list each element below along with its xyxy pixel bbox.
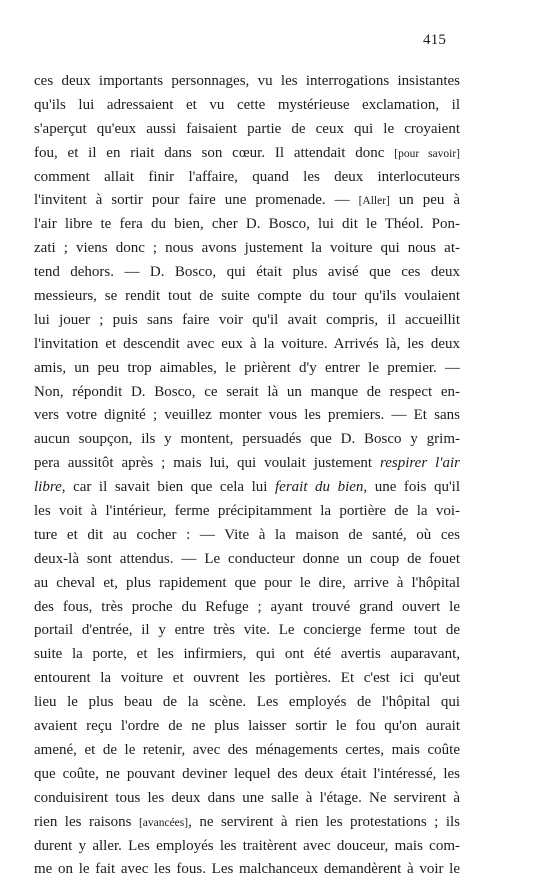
text-run: entourent la voiture et ouvrent les portières. Et c'est ici qu'eut [34,670,460,687]
text-line [34,500,460,524]
text-line [34,118,460,142]
text-line [34,548,460,572]
text-line [34,70,460,94]
text-line [34,452,460,476]
text-line [34,811,460,835]
italic-phrase: libre [34,479,62,496]
text-run: rien les raisons [34,813,139,830]
text-line [34,428,460,452]
body-text [34,70,460,882]
text-line [34,524,460,548]
text-line [34,667,460,691]
text-line [34,381,460,405]
text-run: zati ; viens donc ; nous avons justement la voiture qui nous at- [34,240,460,257]
text-run: un peu à [389,192,460,209]
text-run: deux-là sont attendus. — Le conducteur donne un coup de fouet [34,550,460,567]
text-run: au cheval et, plus rapidement que pour le dire, arrive à l'hôpital [34,574,460,591]
text-line [34,142,460,166]
text-line [34,858,460,882]
text-run: , car il savait bien que cela lui [61,479,275,496]
text-line [34,166,460,190]
text-line [34,189,460,213]
text-line [34,572,460,596]
text-run: messieurs, se rendit tout de suite compte du tour qu'ils voulaient [34,288,460,305]
text-run: lui jouer ; puis sans faire voir qu'il avait compris, il accueillit [34,311,460,328]
text-line [34,333,460,357]
italic-phrase: respirer l'air [379,455,460,472]
text-line [34,763,460,787]
bracketed-insert: [avancées] [138,816,189,829]
page-number: 415 [423,32,447,48]
text-run: les voit à l'intérieur, ferme précipitamment la portière de la voi- [34,503,460,520]
text-line [34,739,460,763]
text-run: pera aussitôt après ; mais lui, qui voulait justement [34,455,380,472]
text-run: aucun soupçon, ils y montent, persuadés que D. Bosco y grim- [34,431,460,448]
text-run: tend dehors. — D. Bosco, qui était plus avisé que ces deux [34,264,460,281]
text-run: Non, répondit D. Bosco, ce serait là un manque de respect en- [34,383,460,400]
text-line [34,715,460,739]
text-line [34,404,460,428]
text-line [34,619,460,643]
text-run: des fous, très proche du Refuge ; ayant trouvé grand ouvert le [34,598,460,615]
italic-phrase: ferait du bien [275,479,364,496]
text-line [34,357,460,381]
text-line [34,835,460,859]
text-run: ture et dit au cocher : — Vite à la maison de santé, où ces [34,526,460,543]
bracketed-insert: [Aller] [358,195,390,208]
text-line [34,476,460,500]
text-run: me on le fait avec les fous. Les malchanceux demandèrent à voir le [34,861,460,878]
text-run: amené, et de le retenir, avec des ménagements certes, mais coûte [34,741,460,758]
text-run: fou, et il en riait dans son cœur. Il attendait donc [34,144,395,161]
text-run: l'invitation et descendit avec eux à la voiture. Arrivés là, les deux [34,335,460,352]
text-line [34,309,460,333]
text-run: qu'ils lui adressaient et vu cette mystérieuse exclamation, il [34,96,460,113]
text-run: que coûte, ne pouvant deviner lequel des deux était l'intéressé, les [34,765,460,782]
text-run: s'aperçut qu'eux aussi faisaient partie de ceux qui le croyaient [34,120,460,137]
text-line [34,285,460,309]
text-run: ces deux importants personnages, vu les interrogations insistantes [34,73,460,89]
text-run: portail d'entrée, il y entre très vite. Le concierge ferme tout de [34,622,460,639]
text-line [34,691,460,715]
text-line [34,643,460,667]
text-run: l'invitent à sortir pour faire une promenade. — [34,192,359,209]
text-run: vers votre dignité ; veuillez monter vous les premiers. — Et sans [34,407,460,424]
text-line [34,237,460,261]
bracketed-insert: [pour savoir] [394,147,461,160]
text-run: lieu le plus beau de la scène. Les employés de l'hôpital qui [34,694,460,711]
text-run: , une fois qu'il [363,479,461,496]
text-line [34,596,460,620]
text-run: l'air libre te fera du bien, cher D. Bosco, lui dit le Théol. Pon- [34,216,460,233]
text-line [34,94,460,118]
text-line [34,213,460,237]
text-run: amis, un peu trop aimables, le prièrent d'y entrer le premier. — [34,359,460,376]
text-run: , ne servirent à rien les protestations ; ils [188,813,460,830]
text-run: durent y aller. Les employés les traitèrent avec douceur, mais com- [34,837,460,854]
text-line [34,261,460,285]
text-run: conduisirent tous les deux dans une salle à l'étage. Ne servirent à [34,789,460,806]
text-run: avaient reçu l'ordre de ne plus laisser sortir le fou qu'on aurait [34,718,460,735]
text-line [34,787,460,811]
text-run: suite la porte, et les infirmiers, qui ont été avertis auparavant, [34,646,460,663]
text-run: comment allait finir l'affaire, quand les deux interlocuteurs [34,168,460,185]
